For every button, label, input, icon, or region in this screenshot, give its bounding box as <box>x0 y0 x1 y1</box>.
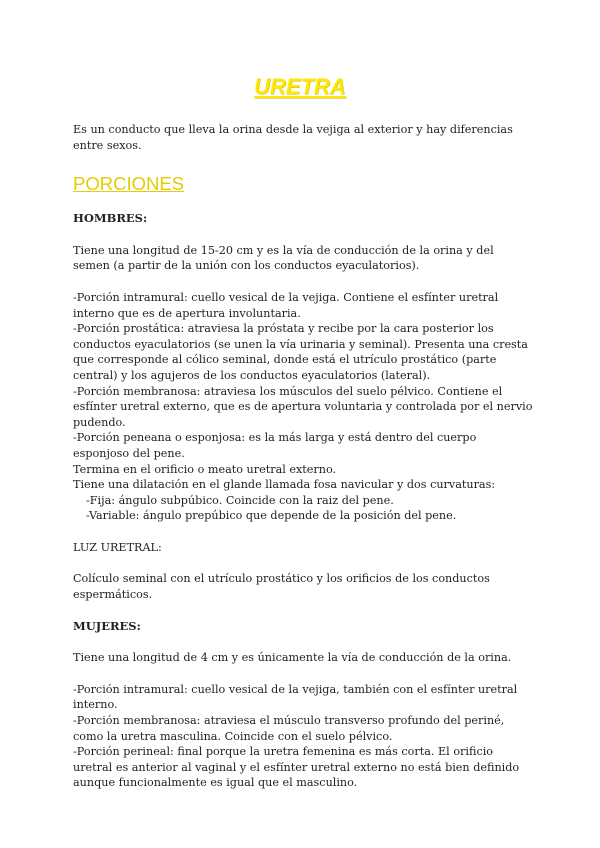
mujeres-heading: MUJERES: <box>73 618 141 633</box>
section-heading-porciones: PORCIONES <box>73 173 185 195</box>
hombres-dilatacion: Tiene una dilatación en el glande llamada fosa navicular y dos curvaturas: <box>73 478 496 492</box>
hombres-termina: Termina en el orificio o meato uretral externo. <box>73 462 337 476</box>
hombres-porcion-membranosa: -Porción membranosa: atraviesa los músculos del suelo pélvico. Contiene el esfínter uretral externo, que es de apertura voluntaria y controlada por el nervio pudendo. <box>73 384 533 429</box>
intro-paragraph: Es un conducto que lleva la orina desde la vejiga al exterior y hay diferencias entre sexos. <box>73 123 513 152</box>
hombres-longitud: Tiene una longitud de 15-20 cm y es la vía de conducción de la orina y del semen (a partir de la unión con los conductos eyaculatorios). <box>73 243 494 273</box>
hombres-heading: HOMBRES: <box>73 211 148 226</box>
luz-uretral-text: Colículo seminal con el utrículo prostático y los orificios de los conductos espermáticos. <box>73 572 490 602</box>
mujeres-porcion-intramural: -Porción intramural: cuello vesical de la vejiga, también con el esfínter uretral interno. <box>73 682 518 712</box>
curvatura-variable: -Variable: ángulo prepúbico que depende de la posición del pene. <box>86 509 457 523</box>
luz-uretral-label: LUZ URETRAL: <box>73 540 162 554</box>
hombres-porcion-intramural: -Porción intramural: cuello vesical de la vejiga. Contiene el esfínter uretral interno que es de apertura involuntaria. <box>73 290 499 320</box>
document-title: URETRA <box>254 74 346 99</box>
curvatura-fija: -Fija: ángulo subpúbico. Coincide con la raiz del pene. <box>86 493 394 507</box>
hombres-porcion-peneana: -Porción peneana o esponjosa: es la más larga y está dentro del cuerpo esponjoso del pene. <box>73 431 477 460</box>
mujeres-porcion-perineal: -Porción perineal: final porque la uretra femenina es más corta. El orificio uretral es anterior al vaginal y el esfínter uretral externo no está bien definido aunque funcionalmente es igual que el masculino. <box>73 745 520 790</box>
document-body <box>73 122 533 791</box>
hombres-porcion-prostatica: -Porción prostática: atraviesa la próstata y recibe por la cara posterior los conductos eyaculatorios (se unen la vía urinaria y seminal). Presenta una cresta que corresponde al cólico seminal, donde está el utrículo prostático (parte central) y los agujeros de los conductos eyaculatorios (lateral). <box>73 322 528 382</box>
mujeres-longitud: Tiene una longitud de 4 cm y es únicamente la vía de conducción de la orina. <box>73 651 512 665</box>
mujeres-porcion-membranosa: -Porción membranosa: atraviesa el músculo transverso profundo del periné, como la uretra masculina. Coincide con el suelo pélvico. <box>73 714 505 743</box>
